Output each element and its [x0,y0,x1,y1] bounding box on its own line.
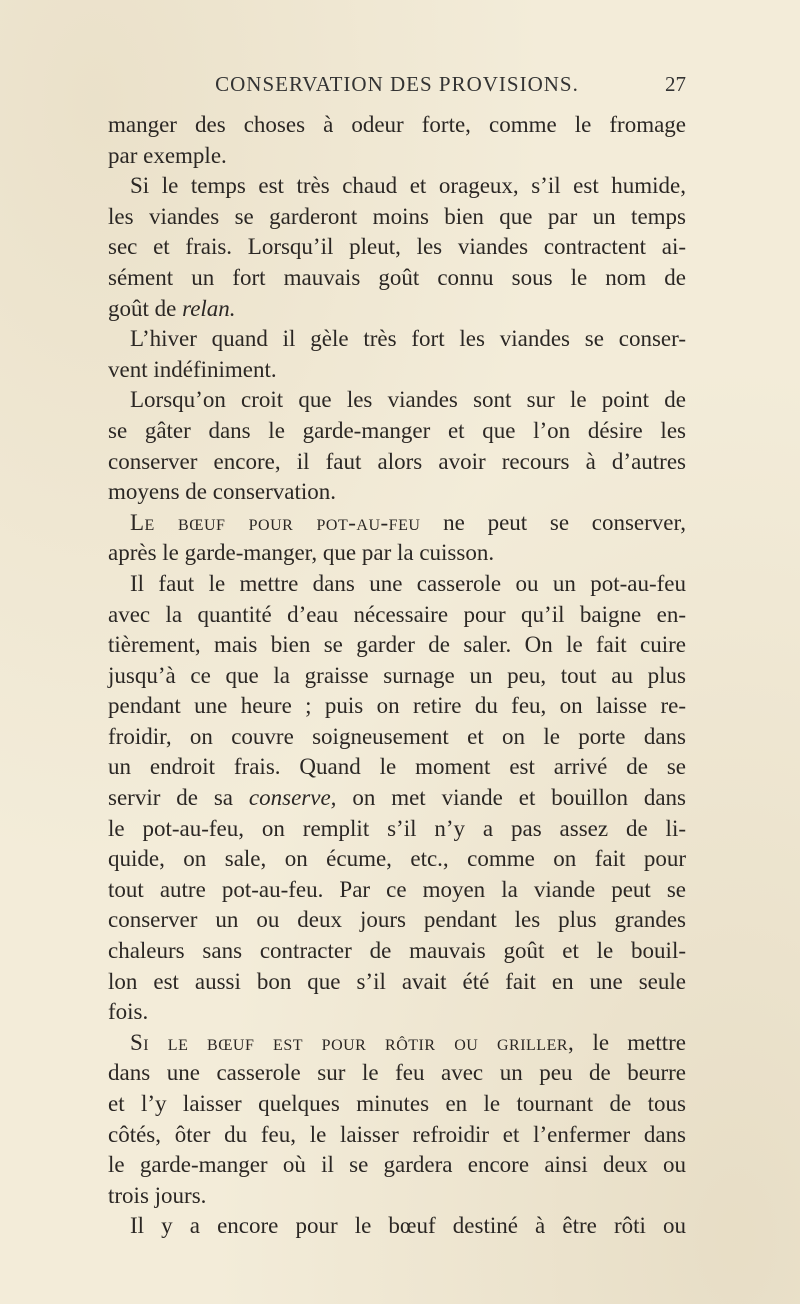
text-line: moyens de conservation. [108,479,337,505]
text-line: après le garde-manger, que par la cuisson. [108,540,495,566]
text-line: tièrement, mais bien se garder de saler. On le fait cuire [108,632,686,658]
text-line [108,783,686,814]
text-fragment: ne peut se conserver, [443,509,686,535]
text-line: se gâter dans le garde-manger et que l’on désire les [108,417,686,443]
text-line: le garde-manger où il se gardera encore ainsi deux ou [108,1152,686,1178]
text-line: avec la quantité d’eau nécessaire pour qu’il baigne en- [108,601,686,627]
running-title: CONSERVATION DES PROVISIONS. [215,72,579,96]
text-line: conserver un ou deux jours pendant les plus grandes [108,907,686,933]
text-line: dans une casserole sur le feu avec un peu de beurre [108,1060,686,1086]
text-fragment: le mettre [592,1029,686,1055]
text-line: Il y a encore pour le bœuf destiné à être rôti ou [130,1213,686,1239]
text-fragment: on met viande et bouillon dans [352,785,686,811]
text-line: conserver encore, il faut alors avoir recours à d’autres [108,448,686,474]
section-lead: Le bœuf pour pot-au-feu [130,509,421,535]
text-line: quide, on sale, on écume, etc., comme on fait pour [108,846,686,872]
body-text [108,110,686,1242]
text-line: lon est aussi bon que s’il avait été fait en une seule [108,968,686,994]
text-line: Si le temps est très chaud et orageux, s’il est humide, [130,173,686,199]
italic-term: relan. [182,295,236,321]
text-line: Il faut le mettre dans une casserole ou un pot-au-feu [130,570,686,596]
text-line: vent indéfiniment. [108,356,277,382]
text-line: froidir, on couvre soigneusement et on le porte dans [108,723,686,749]
text-line: tout autre pot-au-feu. Par ce moyen la viande peut se [108,876,686,902]
running-head [108,72,686,100]
text-line: les viandes se garderont moins bien que par un temps [108,203,686,229]
text-line: sec et frais. Lorsqu’il pleut, les viandes contractent ai- [108,234,686,260]
section-lead: Si le bœuf est pour rôtir ou griller, [130,1029,575,1055]
text-line: manger des choses à odeur forte, comme le fromage [108,112,686,137]
text-line: côtés, ôter du feu, le laisser refroidir et l’enfermer dans [108,1121,686,1147]
text-line: fois. [108,999,149,1025]
text-line [108,294,686,325]
text-line: Lorsqu’on croit que les viandes sont sur le point de [130,387,686,413]
text-line: chaleurs sans contracter de mauvais goût et le bouil- [108,938,686,964]
text-line: trois jours. [108,1182,207,1208]
italic-term: conserve, [248,785,337,811]
text-line: sément un fort mauvais goût connu sous le nom de [108,264,686,290]
page-number: 27 [665,72,686,96]
text-line: pendant une heure ; puis on retire du feu, on laisse re- [108,693,686,719]
text-line [108,1028,686,1059]
text-line: le pot-au-feu, on remplit s’il n’y a pas assez de li- [108,815,686,841]
text-fragment: goût de [108,295,177,321]
text-line [108,508,686,539]
text-line: jusqu’à ce que la graisse surnage un peu, tout au plus [108,662,686,688]
text-line: un endroit frais. Quand le moment est arrivé de se [108,754,686,780]
text-line: et l’y laisser quelques minutes en le tournant de tous [108,1091,686,1116]
text-fragment: servir de sa [108,785,234,811]
text-line: par exemple. [108,142,227,168]
text-line: L’hiver quand il gèle très fort les viandes se conser- [130,326,686,352]
